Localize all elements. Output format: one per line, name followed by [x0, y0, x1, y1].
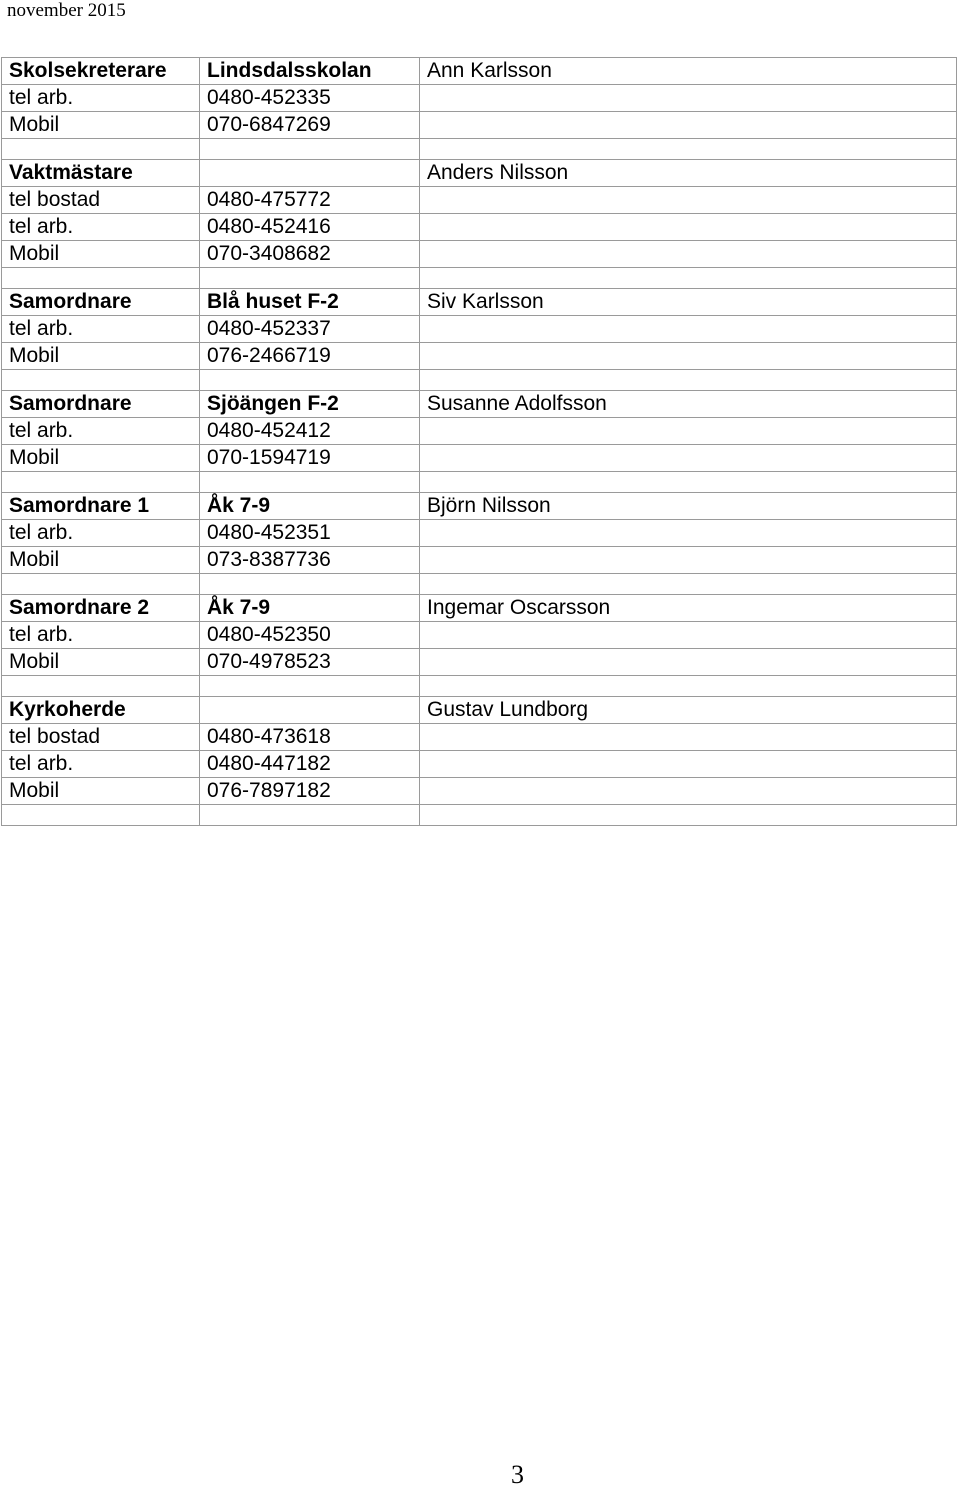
- spacer-row: [2, 139, 957, 160]
- contact-row: [2, 520, 957, 547]
- spacer-row: [2, 805, 957, 826]
- contact-name: Anders Nilsson: [420, 160, 957, 187]
- contact-row: [2, 187, 957, 214]
- contact-label: Mobil: [2, 112, 200, 139]
- empty-cell: [420, 85, 957, 112]
- phone-number: 070-4978523: [200, 649, 420, 676]
- phone-number: 0480-447182: [200, 751, 420, 778]
- section-header-row: [2, 391, 957, 418]
- role-cell: Samordnare 1: [2, 493, 200, 520]
- contact-row: [2, 622, 957, 649]
- spacer-row: [2, 370, 957, 391]
- section-header-row: [2, 697, 957, 724]
- phone-number: 0480-452351: [200, 520, 420, 547]
- contact-table: [1, 57, 957, 826]
- contact-row: [2, 241, 957, 268]
- section-header-row: [2, 58, 957, 85]
- spacer-row: [2, 268, 957, 289]
- contact-row: [2, 751, 957, 778]
- place-cell: [200, 697, 420, 724]
- contact-name: Gustav Lundborg: [420, 697, 957, 724]
- contact-name: Ann Karlsson: [420, 58, 957, 85]
- contact-label: tel arb.: [2, 751, 200, 778]
- phone-number: 070-3408682: [200, 241, 420, 268]
- contact-label: Mobil: [2, 445, 200, 472]
- empty-cell: [420, 112, 957, 139]
- contact-row: [2, 316, 957, 343]
- phone-number: 076-2466719: [200, 343, 420, 370]
- contact-row: [2, 85, 957, 112]
- phone-number: 0480-452412: [200, 418, 420, 445]
- contact-row: [2, 343, 957, 370]
- contact-label: Mobil: [2, 241, 200, 268]
- spacer-row: [2, 574, 957, 595]
- contact-row: [2, 778, 957, 805]
- contact-row: [2, 418, 957, 445]
- section-header-row: [2, 595, 957, 622]
- empty-cell: [420, 547, 957, 574]
- place-cell: Sjöängen F-2: [200, 391, 420, 418]
- role-cell: Skolsekreterare: [2, 58, 200, 85]
- contact-name: Siv Karlsson: [420, 289, 957, 316]
- phone-number: 0480-475772: [200, 187, 420, 214]
- contact-row: [2, 214, 957, 241]
- role-cell: Samordnare: [2, 289, 200, 316]
- empty-cell: [420, 622, 957, 649]
- empty-cell: [420, 649, 957, 676]
- section-header-row: [2, 160, 957, 187]
- contact-label: Mobil: [2, 547, 200, 574]
- header-date: november 2015: [7, 0, 126, 21]
- phone-number: 0480-452335: [200, 85, 420, 112]
- empty-cell: [420, 778, 957, 805]
- contact-label: Mobil: [2, 343, 200, 370]
- empty-cell: [420, 343, 957, 370]
- section-header-row: [2, 289, 957, 316]
- empty-cell: [420, 724, 957, 751]
- empty-cell: [420, 520, 957, 547]
- phone-number: 070-6847269: [200, 112, 420, 139]
- phone-number: 0480-473618: [200, 724, 420, 751]
- contact-name: Susanne Adolfsson: [420, 391, 957, 418]
- phone-number: 076-7897182: [200, 778, 420, 805]
- empty-cell: [420, 418, 957, 445]
- place-cell: Blå huset F-2: [200, 289, 420, 316]
- section-header-row: [2, 493, 957, 520]
- role-cell: Kyrkoherde: [2, 697, 200, 724]
- phone-number: 070-1594719: [200, 445, 420, 472]
- phone-number: 0480-452416: [200, 214, 420, 241]
- contact-label: tel arb.: [2, 418, 200, 445]
- phone-number: 073-8387736: [200, 547, 420, 574]
- empty-cell: [420, 751, 957, 778]
- phone-number: 0480-452350: [200, 622, 420, 649]
- empty-cell: [420, 214, 957, 241]
- place-cell: Åk 7-9: [200, 493, 420, 520]
- place-cell: Lindsdalsskolan: [200, 58, 420, 85]
- contact-label: tel bostad: [2, 724, 200, 751]
- contact-label: Mobil: [2, 778, 200, 805]
- contact-label: tel arb.: [2, 316, 200, 343]
- empty-cell: [420, 316, 957, 343]
- spacer-row: [2, 676, 957, 697]
- contact-label: tel bostad: [2, 187, 200, 214]
- contact-label: tel arb.: [2, 85, 200, 112]
- empty-cell: [420, 187, 957, 214]
- place-cell: [200, 160, 420, 187]
- contact-row: [2, 445, 957, 472]
- contact-row: [2, 649, 957, 676]
- place-cell: Åk 7-9: [200, 595, 420, 622]
- contact-name: Björn Nilsson: [420, 493, 957, 520]
- contact-row: [2, 724, 957, 751]
- contact-name: Ingemar Oscarsson: [420, 595, 957, 622]
- phone-number: 0480-452337: [200, 316, 420, 343]
- contact-row: [2, 547, 957, 574]
- page-number: 3: [511, 1460, 524, 1489]
- contact-label: tel arb.: [2, 622, 200, 649]
- contact-row: [2, 112, 957, 139]
- role-cell: Samordnare 2: [2, 595, 200, 622]
- empty-cell: [420, 445, 957, 472]
- contact-label: tel arb.: [2, 520, 200, 547]
- role-cell: Samordnare: [2, 391, 200, 418]
- role-cell: Vaktmästare: [2, 160, 200, 187]
- contact-label: Mobil: [2, 649, 200, 676]
- spacer-row: [2, 472, 957, 493]
- contact-label: tel arb.: [2, 214, 200, 241]
- empty-cell: [420, 241, 957, 268]
